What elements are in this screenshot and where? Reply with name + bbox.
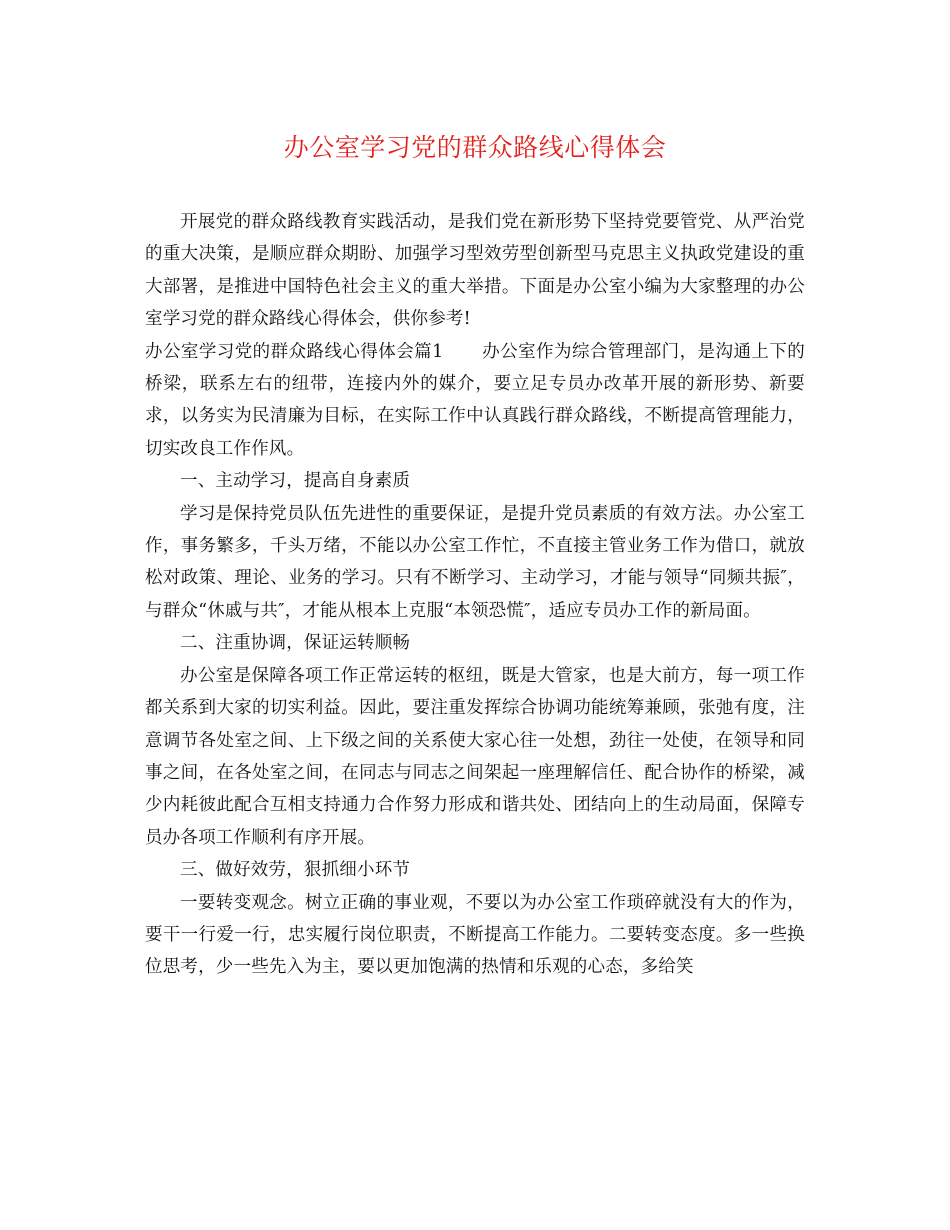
section-body-2: 办公室是保障各项工作正常运转的枢纽，既是大管家，也是大前方，每一项工作都关系到大家的切实利益。因此，要注重发挥综合协调功能统筹兼顾，张弛有度，注意调节各处室之间、上下级之间的关系使大家心往一处想，劲往一处使，在领导和同事之间，在各处室之间，在同志与同志之间架起一座理解信任、配合协作的桥梁，减少内耗彼此配合互相支持通力合作努力形成和谐共处、团结向上的生动局面，保障专员办各项工作顺利有序开展。 (145, 665, 805, 848)
article-paragraph (145, 336, 805, 466)
section-body-1: 学习是保持党员队伍先进性的重要保证，是提升党员素质的有效方法。办公室工作，事务繁多，千头万绪，不能以办公室工作忙，不直接主管业务工作为借口，就放松对政策、理论、业务的学习。只有不断学习、主动学习，才能与领导“同频共振″，与群众“休戚与共″，才能从根本上克服“本领恐慌″，适应专员办工作的新局面。 (145, 503, 805, 621)
article-lead: 办公室作为综合管理部门，是沟通上下的桥梁，联系左右的纽带，连接内外的媒介，要立足专员办改革开展的新形势、新要求，以务实为民清廉为目标，在实际工作中认真践行群众路线，不断提高管理能力，切实改良工作作风。 (145, 341, 805, 459)
section-heading-1: 一、主动学习，提高自身素质 (180, 471, 411, 492)
document-page (145, 128, 805, 984)
intro-paragraph: 开展党的群众路线教育实践活动，是我们党在新形势下坚持党要管党、从严治党的重大决策，是顺应群众期盼、加强学习型效劳型创新型马克思主义执政党建设的重大部署，是推进中国特色社会主义的重大举措。下面是办公室小编为大家整理的办公室学习党的群众路线心得体会，供你参考! (145, 212, 805, 330)
article-heading: 办公室学习党的群众路线心得体会篇1 (145, 341, 444, 362)
section-heading-3: 三、做好效劳，狠抓细小环节 (180, 860, 411, 881)
section-body-3: 一要转变观念。树立正确的事业观，不要以为办公室工作琐碎就没有大的作为，要干一行爱一行，忠实履行岗位职责，不断提高工作能力。二要转变态度。多一些换位思考，少一些先入为主，要以更加饱满的热情和乐观的心态，多给笑 (145, 892, 805, 978)
section-heading-2: 二、注重协调，保证运转顺畅 (180, 633, 411, 654)
document-title: 办公室学习党的群众路线心得体会 (283, 133, 667, 162)
